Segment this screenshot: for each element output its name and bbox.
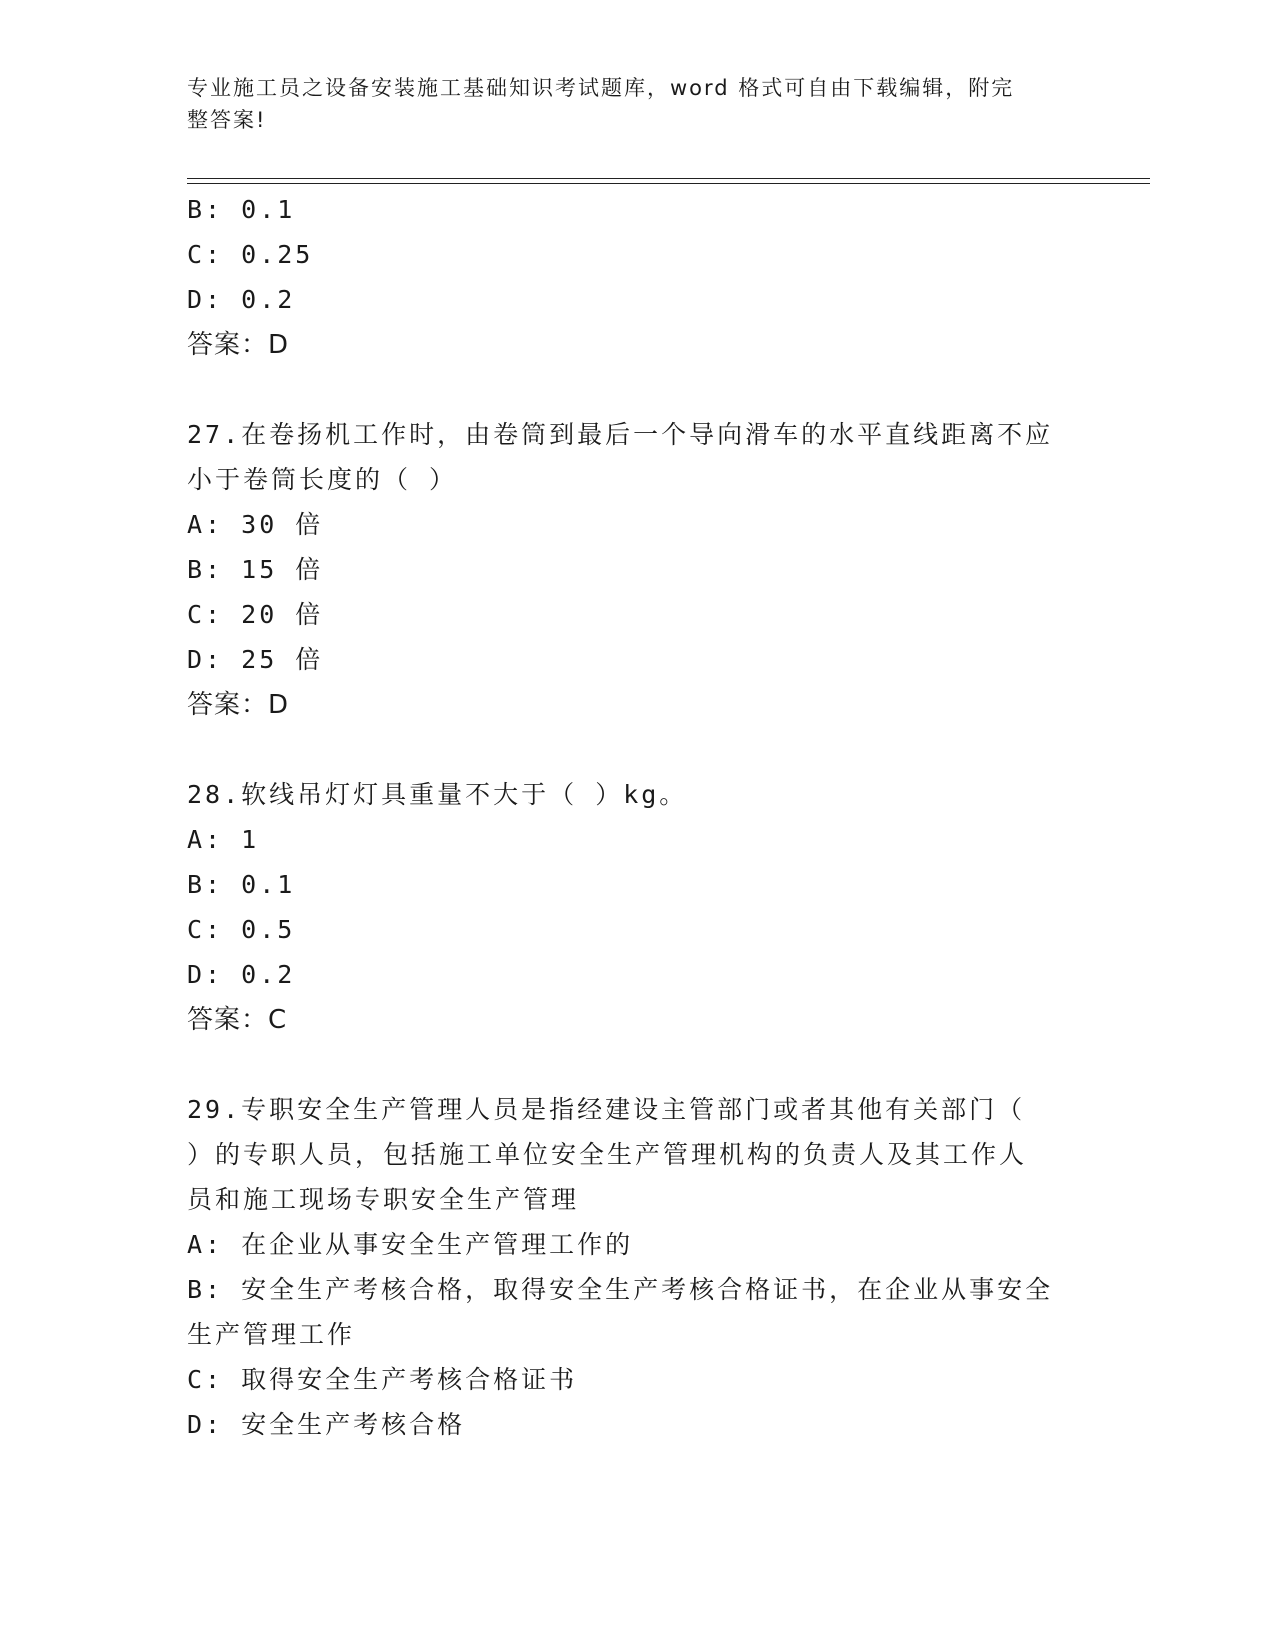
q27-text-line-1: 27.在卷扬机工作时，由卷筒到最后一个导向滑车的水平直线距离不应 [187,420,1054,449]
q28-option-c: C: 0.5 [187,915,296,944]
q29-option-b-line-1: B: 安全生产考核合格，取得安全生产考核合格证书，在企业从事安全 [187,1275,1054,1304]
q27-option-a: A: 30 倍 [187,510,324,539]
q26-option-d: D: 0.2 [187,285,296,314]
q27-text-line-2: 小于卷筒长度的（ ） [187,465,458,494]
q28-option-a: A: 1 [187,825,260,854]
q27-option-b: B: 15 倍 [187,555,324,584]
header-rule-bottom [187,183,1150,184]
q28-text: 28.软线吊灯灯具重量不大于（ ）kg。 [187,780,688,809]
header-line-1: 专业施工员之设备安装施工基础知识考试题库，word 格式可自由下载编辑，附完 [187,76,1015,100]
header-line-2: 整答案! [187,108,267,132]
q29-option-a: A: 在企业从事安全生产管理工作的 [187,1230,634,1259]
q29-option-d: D: 安全生产考核合格 [187,1410,466,1439]
q29-option-c: C: 取得安全生产考核合格证书 [187,1365,578,1394]
q29-text-line-3: 员和施工现场专职安全生产管理 [187,1185,580,1214]
q27-answer: 答案：D [187,690,290,720]
q27-option-c: C: 20 倍 [187,600,324,629]
q26-answer: 答案：D [187,330,290,360]
q27-option-d: D: 25 倍 [187,645,324,674]
q26-option-c: C: 0.25 [187,240,314,269]
q29-text-line-1: 29.专职安全生产管理人员是指经建设主管部门或者其他有关部门（ [187,1095,1026,1124]
q29-text-line-2: ）的专职人员，包括施工单位安全生产管理机构的负责人及其工作人 [187,1140,1028,1169]
q28-option-d: D: 0.2 [187,960,296,989]
q28-answer: 答案：C [187,1005,288,1035]
header-rule-top [187,178,1150,179]
q26-option-b: B: 0.1 [187,195,296,224]
q28-option-b: B: 0.1 [187,870,296,899]
document-header [187,72,1067,136]
q29-option-b-line-2: 生产管理工作 [187,1320,356,1349]
